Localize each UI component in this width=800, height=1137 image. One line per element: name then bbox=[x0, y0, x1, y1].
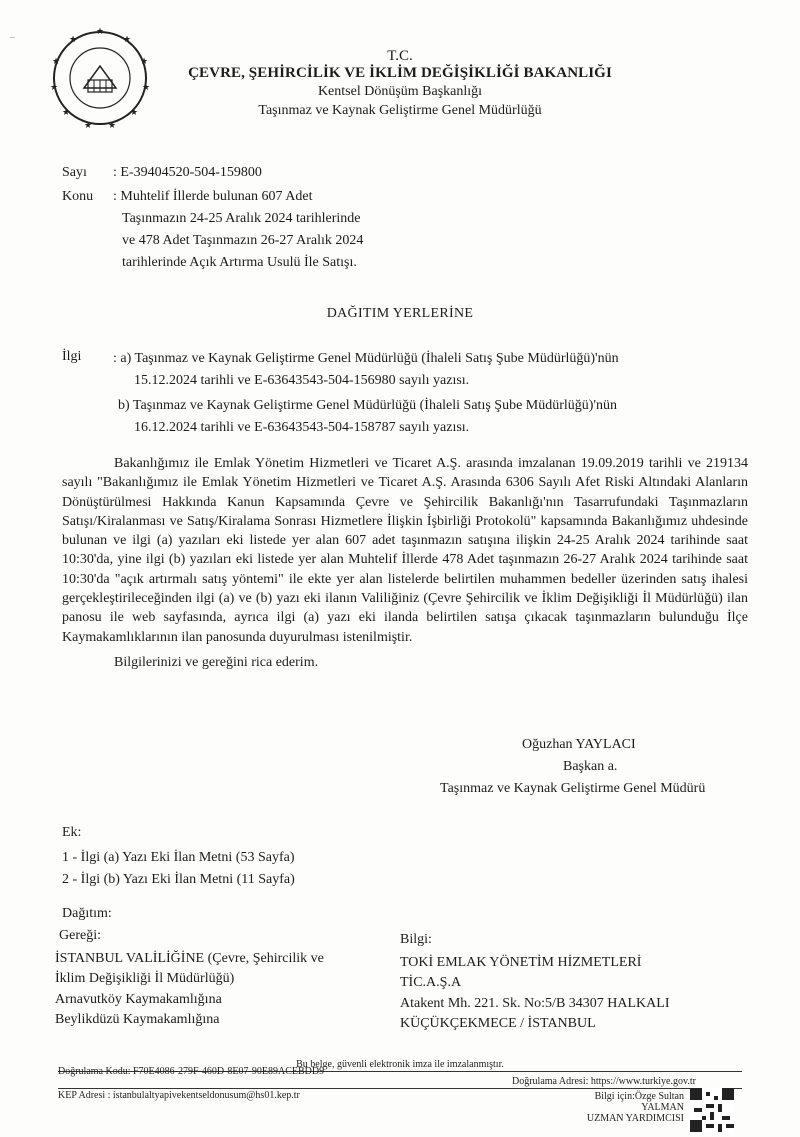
contact-line-2: YALMAN bbox=[641, 1102, 684, 1113]
ilgi-a-line-2: 15.12.2024 tarihli ve E-63643543-504-156980 sayılı yazısı. bbox=[134, 373, 470, 388]
bilgi-line-3: Atakent Mh. 221. Sk. No:5/B 34307 HALKALI bbox=[400, 995, 670, 1011]
svg-text:★: ★ bbox=[139, 57, 149, 67]
verification-address: Doğrulama Adresi: https://www.turkiye.gov.tr bbox=[512, 1076, 696, 1087]
body-text bbox=[62, 454, 748, 672]
bilgi-line-1: TOKİ EMLAK YÖNETİM HİZMETLERİ bbox=[400, 954, 642, 970]
gereği-line-2: İklim Değişikliği İl Müdürlüğü) bbox=[55, 971, 235, 987]
bilgi-line-4: KÜÇÜKÇEKMECE / İSTANBUL bbox=[400, 1016, 596, 1032]
header-ministry: ÇEVRE, ŞEHİRCİLİK VE İKLİM DEĞİŞİKLİĞİ BAKANLIĞI bbox=[188, 65, 612, 81]
ilgi-b-line-2: 16.12.2024 tarihli ve E-63643543-504-158787 sayılı yazısı. bbox=[134, 420, 470, 435]
ilgi-b-line-1: b) Taşınmaz ve Kaynak Geliştirme Genel Müdürlüğü (İhaleli Satış Şube Müdürlüğü)'nün bbox=[118, 398, 617, 413]
svg-text:★: ★ bbox=[49, 83, 59, 93]
ministry-seal-logo bbox=[44, 22, 156, 134]
bilgi-label: Bilgi: bbox=[400, 932, 432, 947]
kep-address: KEP Adresi : istanbulaltyapivekentseldonusum@hs01.kep.tr bbox=[58, 1090, 300, 1101]
sayi-label: Sayı bbox=[62, 165, 87, 180]
svg-text:★: ★ bbox=[141, 83, 151, 93]
bilgi-line-2: TİC.A.Ş.A bbox=[400, 975, 462, 991]
svg-text:★: ★ bbox=[129, 108, 139, 118]
signature-block bbox=[440, 734, 760, 800]
page-corner-mark: – bbox=[10, 32, 15, 43]
konu-label: Konu bbox=[62, 189, 94, 204]
qr-code-icon bbox=[690, 1088, 734, 1132]
konu-line-1: : Muhtelif İllerde bulunan 607 Adet bbox=[113, 189, 313, 204]
esign-note: Bu belge, güvenli elektronik imza ile imzalanmıştır. bbox=[296, 1059, 504, 1070]
header-tc: T.C. bbox=[387, 48, 413, 64]
svg-text:★: ★ bbox=[68, 35, 78, 45]
attachments-label: Ek: bbox=[62, 825, 82, 840]
ilgi-a-line-1: : a) Taşınmaz ve Kaynak Geliştirme Genel Müdürlüğü (İhaleli Satış Şube Müdürlüğü)'nün bbox=[113, 351, 619, 366]
signature-name: Oğuzhan YAYLACI bbox=[522, 737, 636, 752]
contact-line-1: Bilgi için:Özge Sultan bbox=[594, 1091, 684, 1102]
svg-text:★: ★ bbox=[122, 35, 132, 45]
konu-line-3: ve 478 Adet Taşınmazın 26-27 Aralık 2024 bbox=[122, 233, 364, 248]
svg-text:★: ★ bbox=[61, 108, 71, 118]
konu-line-2: Taşınmazın 24-25 Aralık 2024 tarihlerinde bbox=[122, 211, 361, 226]
svg-text:★: ★ bbox=[83, 121, 93, 131]
addressee-heading: DAĞITIM YERLERİNE bbox=[326, 306, 474, 321]
distribution-gereği-block bbox=[55, 926, 324, 1031]
body-paragraph-2: Bilgilerinizi ve gereğini rica ederim. bbox=[114, 654, 319, 670]
ilgi-label: İlgi bbox=[62, 349, 82, 364]
verification-code: Doğrulama Kodu: F70E4086-279F-460D-8E07-90E89ACEBDD9 bbox=[58, 1066, 325, 1077]
signature-title-2: Taşınmaz ve Kaynak Geliştirme Genel Müdürü bbox=[440, 781, 706, 796]
gereği-line-1: İSTANBUL VALİLİĞİNE (Çevre, Şehircilik ve bbox=[55, 950, 324, 966]
attachment-item-1: 1 - İlgi (a) Yazı Eki İlan Metni (53 Sayfa) bbox=[62, 849, 295, 865]
svg-text:★: ★ bbox=[51, 57, 61, 67]
gereği-line-3: Arnavutköy Kaymakamlığına bbox=[55, 991, 222, 1007]
header-general-directorate: Taşınmaz ve Kaynak Geliştirme Genel Müdürlüğü bbox=[258, 103, 542, 118]
body-paragraph-1: Bakanlığımız ile Emlak Yönetim Hizmetleri ve Ticaret A.Ş. arasında imzalanan 19.09.2019 tarihli ve 219134 sayılı "Bakanlığımız ile Emlak Yönetim Hizmetleri ve Ticaret A.Ş. Arasında 6306 Sayılı Afet Riski Altındaki Alanların Dönüştürülmesi Hakkında Kanun Kapsamında Çevre ve Şehircilik Bakanlığı'nın Tasarrufundaki Taşınmazların Satışı/Kiralanması ve Satış/Kiralama Sonrası Hizmetlere İlişkin İşbirliği Protokolü" kapsamında Bakanlığımız uhdesinde bulunan ve ilgi (a) yazıları eki listede yer alan 607 adet taşınmazın satışına ilişkin 24-25 Aralık 2024 tarihinde saat 10:30'da, yine ilgi (b) yazıları eki listede yer alan Muhtelif İllerde 478 Adet taşınmazın 26-27 Aralık 2024 tarihinde saat 10:30'da "açık artırmalı satış yöntemi" ile ekte yer alan listelerde belirtilen muhammen bedeller üzerinden satış ihalesi gerçekleştirileceğinden ilgi (a) ve (b) yazı eki ilanın Valiliğiniz (Çevre Şehircilik ve İklim Değişikliği İl Müdürlüğü) ilan panosu ile web sayfasında, ayrıca ilgi (a) yazı eki ilanda belirtilen satışa çıkacak taşınmazların bulunduğu İlçe Kaymakamlıklarının ilan panosunda duyurulması istenilmiştir. bbox=[62, 456, 748, 645]
attachments-block bbox=[62, 822, 295, 892]
contact-info bbox=[560, 1091, 684, 1124]
gereği-line-4: Beylikdüzü Kaymakamlığına bbox=[55, 1012, 220, 1028]
signature-title-1: Başkan a. bbox=[563, 759, 618, 774]
svg-text:★: ★ bbox=[107, 121, 117, 131]
gereği-label: Gereği: bbox=[59, 928, 101, 943]
sayi-value: : E-39404520-504-159800 bbox=[113, 165, 262, 180]
footer-rule-2 bbox=[58, 1088, 742, 1089]
distribution-label: Dağıtım: bbox=[62, 906, 112, 921]
distribution-bilgi-block bbox=[400, 930, 670, 1035]
attachment-item-2: 2 - İlgi (b) Yazı Eki İlan Metni (11 Sayfa) bbox=[62, 872, 295, 887]
contact-line-3: UZMAN YARDIMCISI bbox=[586, 1113, 684, 1124]
svg-text:★: ★ bbox=[95, 27, 105, 37]
konu-line-4: tarihlerinde Açık Artırma Usulü İle Satışı. bbox=[122, 255, 357, 270]
header-department: Kentsel Dönüşüm Başkanlığı bbox=[317, 84, 483, 99]
